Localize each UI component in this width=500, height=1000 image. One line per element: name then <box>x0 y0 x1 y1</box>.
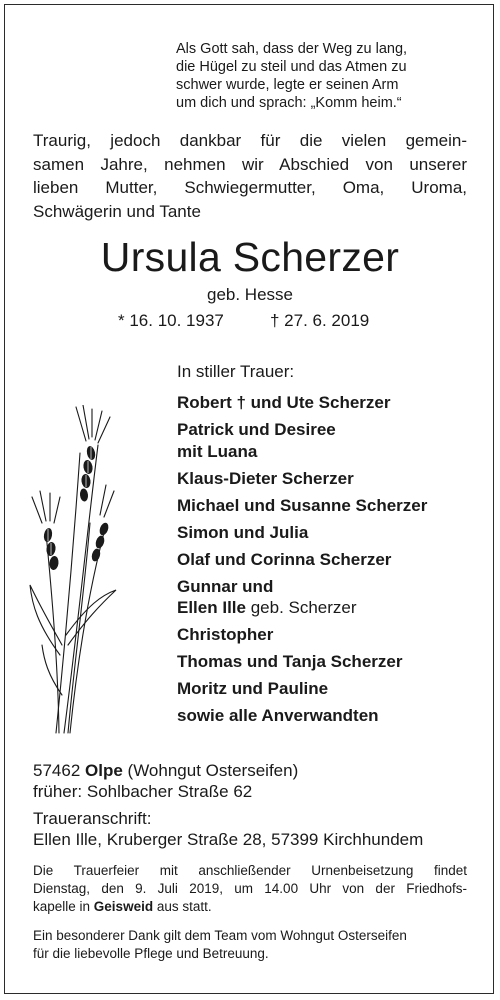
mourner-line: Robert † und Ute Scherzer <box>177 393 391 412</box>
mourner-line: Gunnar und <box>177 576 274 596</box>
mourner-entry <box>177 495 477 517</box>
mourner-entry <box>177 419 477 462</box>
ceremony-text: kapelle in <box>33 899 94 914</box>
mourner-line <box>177 597 477 619</box>
mourner-line: Michael und Susanne Scherzer <box>177 495 428 515</box>
mourner-line: Olaf und Corinna Scherzer <box>177 549 392 569</box>
address-block <box>33 760 473 850</box>
mourner-line: Simon und Julia <box>177 522 309 542</box>
wheat-icon <box>28 405 118 735</box>
mourner-name: Ellen Ille <box>177 598 246 617</box>
mourner-entry <box>177 651 477 673</box>
mourner-line: sowie alle Anverwandten <box>177 706 379 725</box>
ceremony-line: Die Trauerfeier mit anschließender Urnenbeisetzung findet <box>33 863 467 878</box>
thanks-line: für die liebevolle Pflege und Betreuung. <box>33 946 269 961</box>
mourner-line: Thomas und Tanja Scherzer <box>177 652 403 671</box>
intro-text <box>33 129 467 223</box>
mourner-birth-name: geb. Scherzer <box>245 598 357 617</box>
mourners-heading: In stiller Trauer: <box>177 362 295 381</box>
mourner-line: mit Luana <box>177 441 258 461</box>
ceremony-info <box>33 862 467 916</box>
residence-line <box>33 760 473 781</box>
mourning-address: Ellen Ille, Kruberger Straße 28, 57399 Kirchhundem <box>33 830 424 849</box>
mourner-line: Christopher <box>177 625 274 644</box>
thanks-text <box>33 927 467 963</box>
city: Olpe <box>85 761 123 780</box>
mourner-line: Patrick und Desiree <box>177 420 336 439</box>
intro-line: lieben Mutter, Schwiegermutter, Oma, Uroma, <box>33 178 467 197</box>
intro-line: samen Jahre, nehmen wir Abschied von unserer <box>33 154 467 174</box>
mourner-line: Moritz und Pauline <box>177 679 329 698</box>
postal-code: 57462 <box>33 761 81 780</box>
mourning-address-label: Traueranschrift: <box>33 809 152 828</box>
mourner-entry <box>177 576 477 619</box>
poem-line: um dich und sprach: „Komm heim.“ <box>176 95 402 111</box>
former-address: früher: Sohlbacher Straße 62 <box>33 782 253 801</box>
deceased-name: Ursula Scherzer <box>100 234 400 280</box>
birth-name: geb. Hesse <box>207 285 293 304</box>
mourner-entry <box>177 392 477 414</box>
poem-line: die Hügel zu steil und das Atmen zu <box>176 59 407 75</box>
ceremony-place: Geisweid <box>93 899 154 914</box>
mourner-entry <box>177 522 477 544</box>
intro-line: Traurig, jedoch dankbar für die vielen gemein- <box>33 131 467 150</box>
mourners-list <box>177 392 477 732</box>
mourner-line: Klaus-Dieter Scherzer <box>177 468 354 488</box>
mourner-entry <box>177 624 477 646</box>
poem-line: schwer wurde, legte er seinen Arm <box>176 77 399 93</box>
mourner-entry <box>177 678 477 700</box>
mourner-entry <box>177 549 477 571</box>
poem-line: Als Gott sah, dass der Weg zu lang, <box>176 41 408 57</box>
death-date: † 27. 6. 2019 <box>270 311 370 330</box>
intro-line: Schwägerin und Tante <box>33 201 201 221</box>
poem <box>176 40 476 112</box>
ceremony-text: aus statt. <box>153 899 212 914</box>
mourner-entry <box>177 468 477 490</box>
ceremony-line: Dienstag, den 9. Juli 2019, um 14.00 Uhr von der Friedhofs- <box>33 881 467 896</box>
residence: (Wohngut Osterseifen) <box>122 761 299 780</box>
ceremony-line <box>33 898 467 916</box>
mourner-entry <box>177 705 477 727</box>
thanks-line: Ein besonderer Dank gilt dem Team vom Wohngut Osterseifen <box>33 928 407 943</box>
birth-date: * 16. 10. 1937 <box>118 311 224 330</box>
